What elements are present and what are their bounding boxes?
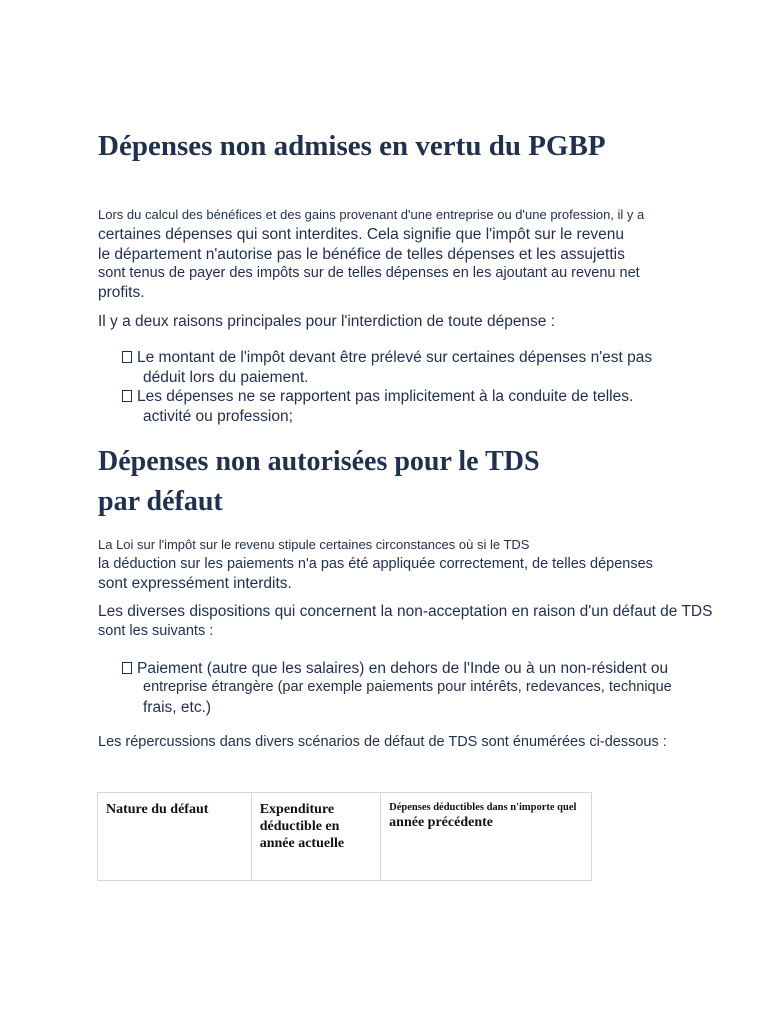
bullet-item	[122, 388, 633, 406]
bullet-box-icon	[122, 390, 132, 402]
table-row	[98, 793, 592, 881]
paragraph-line: La Loi sur l'impôt sur le revenu stipule certaines circonstances où si le TDS	[98, 537, 530, 552]
paragraph-line: sont expressément interdits.	[98, 575, 292, 592]
paragraph-reasons-intro: Il y a deux raisons principales pour l'interdiction de toute dépense :	[98, 313, 556, 330]
bullet-text: Paiement (autre que les salaires) en dehors de l'Inde ou à un non-résident ou	[137, 660, 669, 677]
table-header-cell	[98, 793, 252, 881]
paragraph-line: sont les suivants :	[98, 623, 214, 639]
section-title-tds: Dépenses non autorisées pour le TDS	[98, 446, 540, 477]
paragraph-line: certaines dépenses qui sont interdites. Cela signifie que l'impôt sur le revenu	[98, 226, 624, 243]
bullet-box-icon	[122, 351, 132, 363]
bullet-text: Le montant de l'impôt devant être prélevé sur certaines dépenses n'est pas	[137, 349, 653, 366]
bullet-text: Les dépenses ne se rapportent pas implicitement à la conduite de telles.	[137, 388, 634, 405]
paragraph-line: Les répercussions dans divers scénarios de défaut de TDS sont énumérées ci-dessous :	[98, 734, 667, 750]
section-title-tds-cont: par défaut	[98, 486, 223, 517]
header-text-line: Dépenses déductibles dans n'importe quel	[389, 802, 577, 813]
header-text-line: année actuelle	[259, 836, 345, 851]
bullet-continuation: activité ou profession;	[143, 408, 293, 425]
bullet-continuation: déduit lors du paiement.	[143, 369, 309, 386]
header-current-year	[252, 793, 380, 852]
header-previous-year	[381, 793, 591, 831]
header-nature-default: Nature du défaut	[106, 802, 209, 817]
paragraph-line: Les diverses dispositions qui concernent la non-acceptation en raison d'un défaut de TDS	[98, 603, 713, 620]
header-text-line: année précédente	[389, 815, 493, 830]
header-text-line: déductible en	[259, 819, 340, 834]
bullet-continuation: frais, etc.)	[143, 699, 212, 716]
bullet-item	[122, 349, 652, 367]
table-header-cell	[251, 793, 380, 881]
header-text-line: Expenditure	[259, 802, 335, 817]
bullet-box-icon	[122, 662, 132, 674]
section-title-pgbp: Dépenses non admises en vertu du PGBP	[98, 130, 606, 162]
bullet-item	[122, 660, 668, 678]
paragraph-line: Lors du calcul des bénéfices et des gains provenant d'une entreprise ou d'une profession, il y a	[98, 207, 645, 222]
tds-default-table	[97, 792, 592, 881]
paragraph-line: profits.	[98, 284, 145, 301]
paragraph-line: le département n'autorise pas le bénéfice de telles dépenses et les assujettis	[98, 246, 625, 263]
paragraph-line: la déduction sur les paiements n'a pas été appliquée correctement, de telles dépenses	[98, 556, 653, 572]
paragraph-line: sont tenus de payer des impôts sur de telles dépenses en les ajoutant au revenu net	[98, 265, 640, 281]
bullet-continuation: entreprise étrangère (par exemple paiements pour intérêts, redevances, technique	[143, 679, 672, 695]
table-header-cell	[381, 793, 592, 881]
